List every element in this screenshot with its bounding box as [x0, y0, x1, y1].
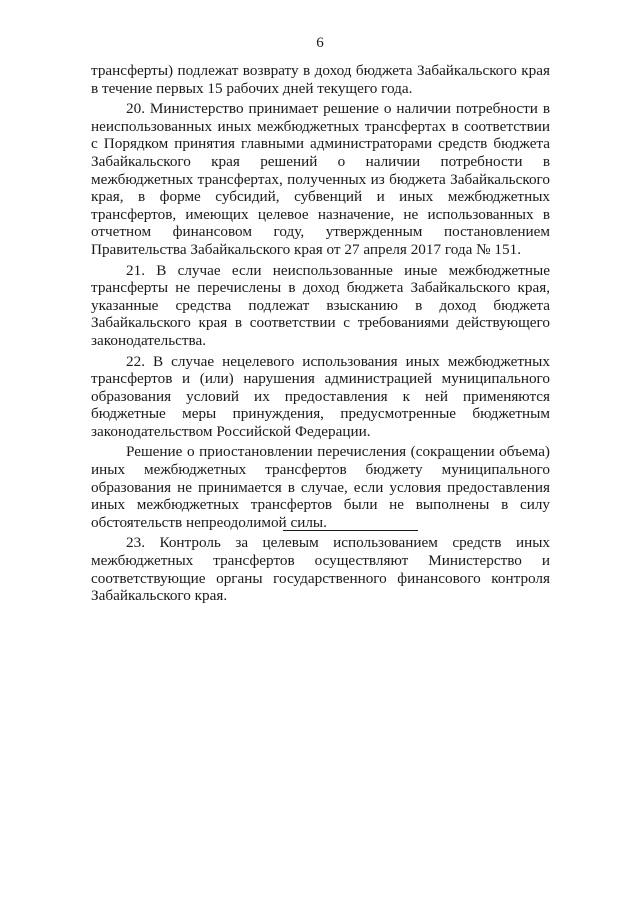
paragraph-continuation: трансферты) подлежат возврату в доход бюджета Забайкальского края в течение первых 15 рабочих дней текущего года.	[91, 62, 550, 97]
paragraph-item-22-decision: Решение о приостановлении перечисления (сокращении объема) иных межбюджетных трансфертов бюджету муниципального образования не принимается в случае, если условия предоставления иных межбюджетных трансфертов были не выполнены в силу обстоятельств непреодолимой силы.	[91, 443, 550, 531]
page-number: 6	[316, 35, 324, 51]
paragraph-item-22: 22. В случае нецелевого использования иных межбюджетных трансфертов и (или) нарушения администрацией муниципального образования условий их предоставления к ней применяются бюджетные меры принуждения, предусмотренные бюджетным законодательством Российской Федерации.	[91, 352, 550, 440]
end-of-document-rule	[283, 530, 418, 531]
paragraph-item-20: 20. Министерство принимает решение о наличии потребности в неиспользованных иных межбюджетных трансфертах в соответствии с Порядком принятия главными администраторами средств бюджета Забайкальского края решений о наличии потребности в межбюджетных трансфертах, полученных из бюджета Забайкальского края, в форме субсидий, субвенций и иных межбюджетных трансфертов, имеющих целевое назначение, не использованных в отчетном финансовом году, утвержденным постановлением Правительства Забайкальского края от 27 апреля 2017 года № 151.	[91, 100, 550, 258]
paragraph-item-21: 21. В случае если неиспользованные иные межбюджетные трансферты не перечислены в доход бюджета Забайкальского края, указанные средства подлежат взысканию в доход бюджета Забайкальского края в соответствии с требованиями действующего законодательства.	[91, 261, 550, 349]
document-body	[91, 62, 550, 608]
paragraph-item-23: 23. Контроль за целевым использованием средств иных межбюджетных трансфертов осуществляют Министерство и соответствующие органы государственного финансового контроля Забайкальского края.	[91, 534, 550, 605]
